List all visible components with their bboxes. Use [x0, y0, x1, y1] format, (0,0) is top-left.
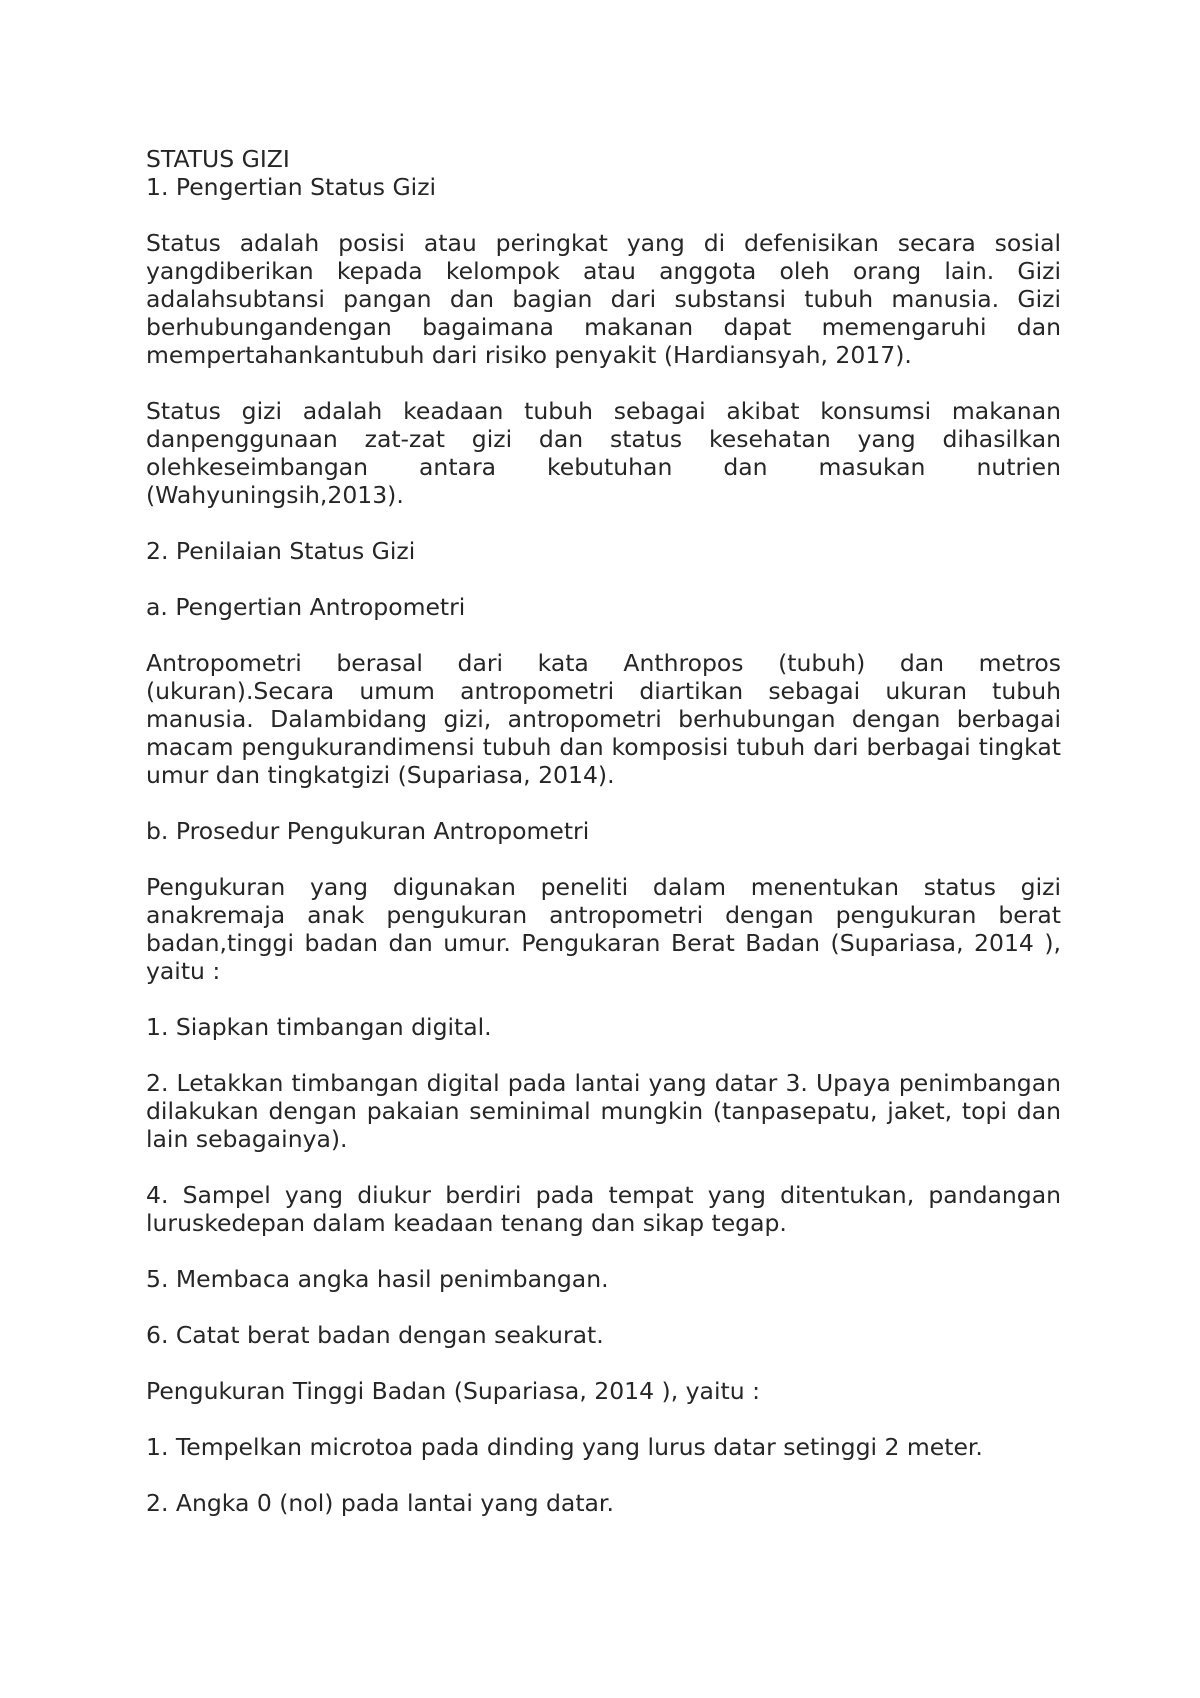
- list-item: 4. Sampel yang diukur berdiri pada tempat yang ditentukan, pandangan luruskedepan dalam keadaan tenang dan sikap tegap.: [146, 1181, 1061, 1237]
- list-item: 1. Siapkan timbangan digital.: [146, 1013, 492, 1041]
- document-title: STATUS GIZI: [146, 145, 290, 173]
- subheading-antropometri: a. Pengertian Antropometri: [146, 593, 466, 621]
- paragraph-status: Status adalah posisi atau peringkat yang di defenisikan secara sosial yangdiberikan kepada kelompok atau anggota oleh orang lain. Gizi adalahsubtansi pangan dan bagian dari substansi tubuh manusia. Gizi berhubungandengan bagaimana makanan dapat memengaruhi dan mempertahankantubuh dari risiko penyakit (Hardiansyah, 2017).: [146, 229, 1061, 369]
- section-heading-pengertian: 1. Pengertian Status Gizi: [146, 173, 437, 201]
- paragraph-tinggi-badan: Pengukuran Tinggi Badan (Supariasa, 2014 ), yaitu :: [146, 1377, 760, 1405]
- paragraph-status-gizi: Status gizi adalah keadaan tubuh sebagai akibat konsumsi makanan danpenggunaan zat-zat gizi dan status kesehatan yang dihasilkan olehkeseimbangan antara kebutuhan dan masukan nutrien (Wahyuningsih,2013).: [146, 397, 1061, 509]
- list-item: 2. Angka 0 (nol) pada lantai yang datar.: [146, 1489, 614, 1517]
- subheading-prosedur: b. Prosedur Pengukuran Antropometri: [146, 817, 590, 845]
- list-item: 2. Letakkan timbangan digital pada lantai yang datar 3. Upaya penimbangan dilakukan dengan pakaian seminimal mungkin (tanpasepatu, jaket, topi dan lain sebagainya).: [146, 1069, 1061, 1153]
- list-item: 1. Tempelkan microtoa pada dinding yang lurus datar setinggi 2 meter.: [146, 1433, 983, 1461]
- section-heading-penilaian: 2. Penilaian Status Gizi: [146, 537, 416, 565]
- list-item: 6. Catat berat badan dengan seakurat.: [146, 1321, 604, 1349]
- paragraph-antropometri: Antropometri berasal dari kata Anthropos (tubuh) dan metros (ukuran).Secara umum antropometri diartikan sebagai ukuran tubuh manusia. Dalambidang gizi, antropometri berhubungan dengan berbagai macam pengukurandimensi tubuh dan komposisi tubuh dari berbagai tingkat umur dan tingkatgizi (Supariasa, 2014).: [146, 649, 1061, 789]
- list-item: 5. Membaca angka hasil penimbangan.: [146, 1265, 609, 1293]
- document-page: [146, 145, 1061, 1517]
- paragraph-pengukuran: Pengukuran yang digunakan peneliti dalam menentukan status gizi anakremaja anak pengukuran antropometri dengan pengukuran berat badan,tinggi badan dan umur. Pengukaran Berat Badan (Supariasa, 2014 ), yaitu :: [146, 873, 1061, 985]
